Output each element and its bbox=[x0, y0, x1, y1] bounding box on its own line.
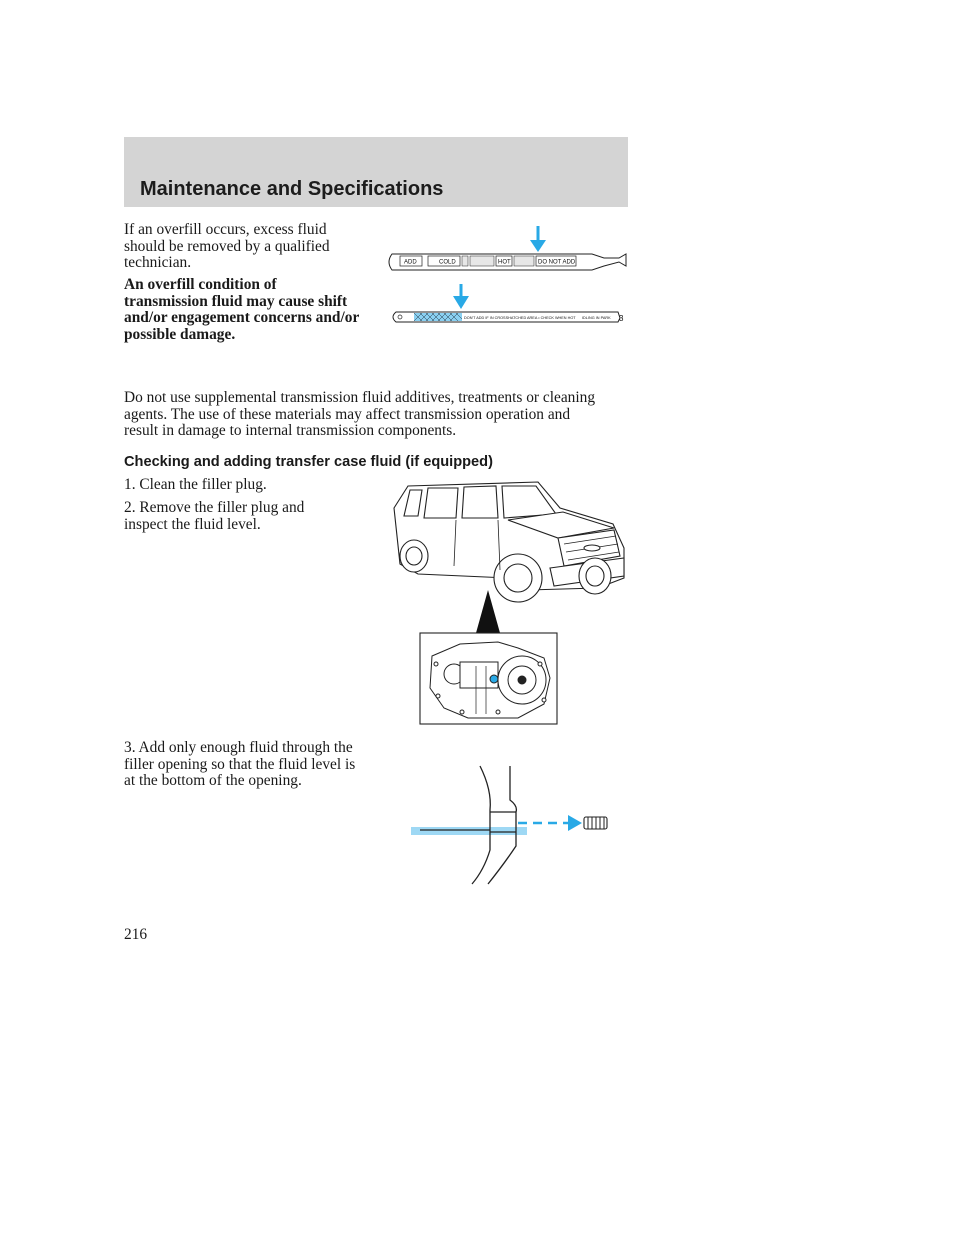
lower-dipstick bbox=[393, 312, 624, 323]
dipstick-lower-text-right: IDLING IN PARK bbox=[582, 316, 611, 320]
upper-dipstick bbox=[389, 254, 626, 270]
dipstick-add-label: ADD bbox=[404, 259, 417, 266]
header-band bbox=[124, 137, 628, 207]
truck-illustration bbox=[394, 482, 624, 602]
lower-arrow bbox=[453, 284, 469, 309]
dipstick-lower-text: DON'T ADD IF IN CROSSHATCHED AREA • CHECK WHEN HOT bbox=[464, 316, 576, 320]
step-2: 2. Remove the filler plug and inspect the fluid level. bbox=[124, 499, 305, 533]
additives-paragraph: Do not use supplemental transmission fluid additives, treatments or cleaning agents. The use of these materials may affect transmission operation and result in damage to internal transmission components. bbox=[124, 389, 596, 440]
filler-opening-figure bbox=[408, 760, 613, 888]
transfer-case-illustration bbox=[430, 642, 550, 718]
filler-plug-icon bbox=[584, 817, 607, 829]
truck-transfer-case-figure bbox=[388, 478, 628, 726]
step-3: 3. Add only enough fluid through the filler opening so that the fluid level is at the bottom of the opening. bbox=[124, 739, 356, 790]
page-number: 216 bbox=[124, 926, 148, 943]
dipstick-do-not-add-label: DO NOT ADD bbox=[538, 259, 576, 266]
dipstick-hot-label: HOT bbox=[498, 259, 511, 266]
overfill-warning: An overfill condition of transmission fluid may cause shift and/or engagement concerns and/or possible damage. bbox=[124, 276, 359, 343]
step-1: 1. Clean the filler plug. bbox=[124, 476, 267, 493]
dipstick-lower-number: 3 bbox=[619, 314, 624, 323]
transfer-case-heading: Checking and adding transfer case fluid (if equipped) bbox=[124, 454, 493, 470]
overfill-paragraph: If an overfill occurs, excess fluid should be removed by a qualified technician. bbox=[124, 221, 330, 272]
case-wall bbox=[472, 766, 516, 884]
upper-arrow bbox=[530, 226, 546, 252]
pointer-wedge bbox=[476, 590, 500, 633]
dipstick-cold-label: COLD bbox=[439, 259, 456, 266]
page-title: Maintenance and Specifications bbox=[140, 178, 444, 200]
arrow-head bbox=[568, 815, 582, 831]
dipstick-figure bbox=[386, 222, 631, 332]
fluid-level-band bbox=[411, 827, 527, 835]
